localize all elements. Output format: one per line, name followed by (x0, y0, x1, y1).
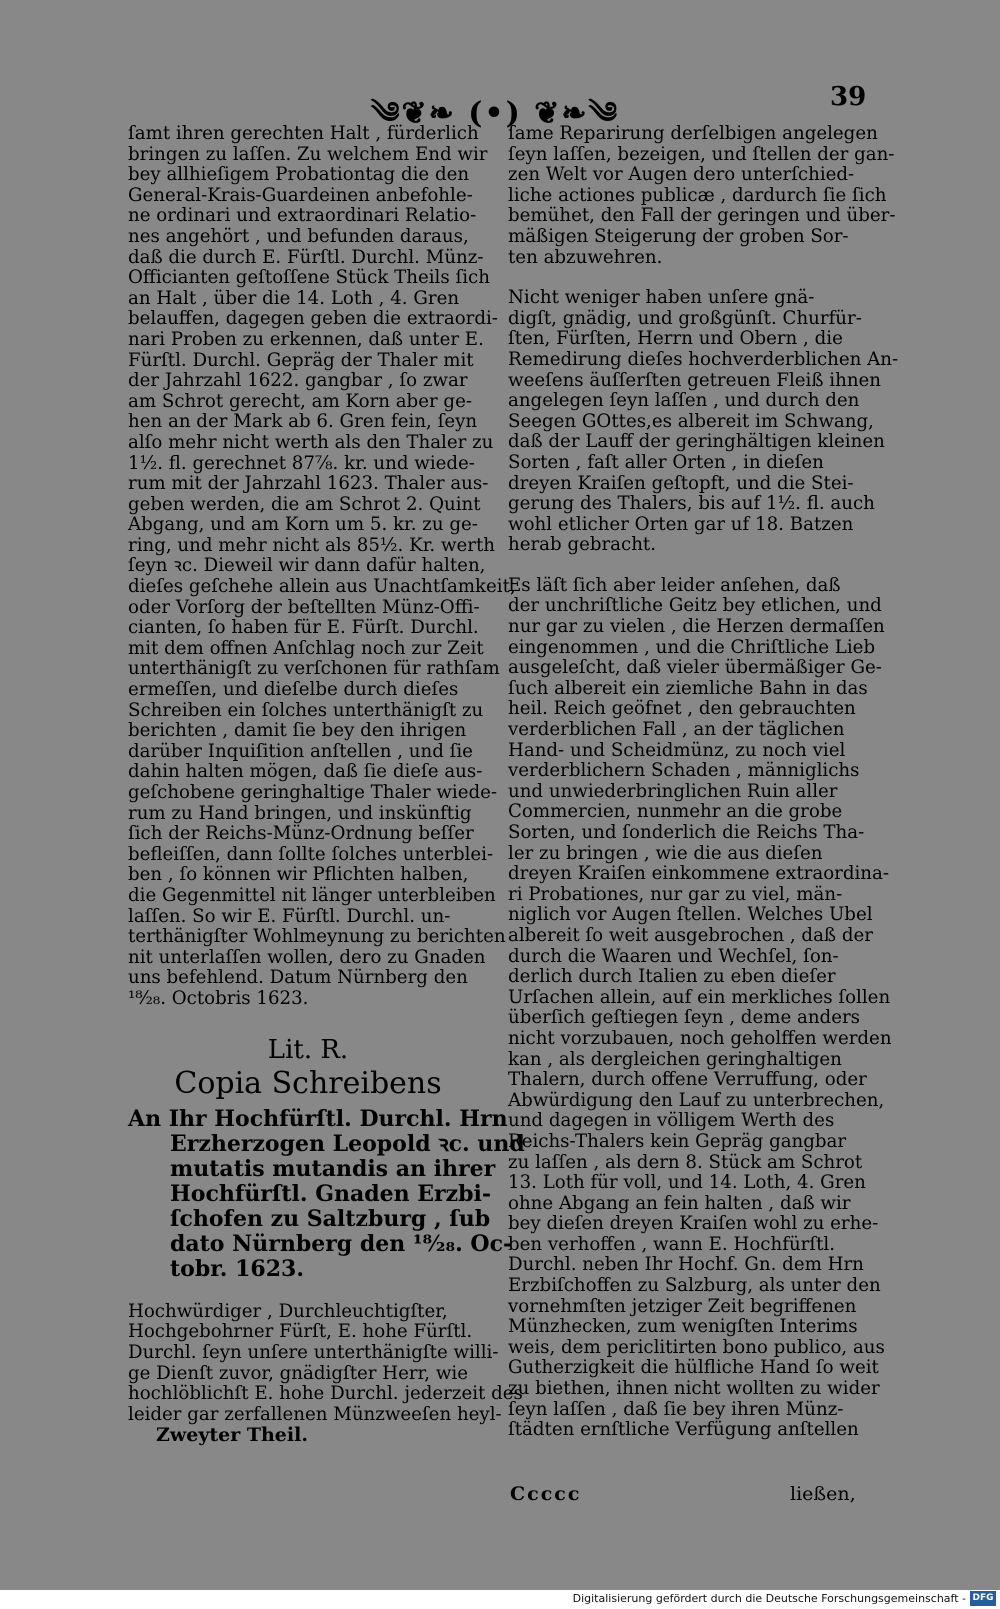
text-line: Münzhecken, zum wenigſten Interims (508, 1316, 858, 1338)
text-line: befleiſſen, dann ſollte ſolches unterblei- (128, 843, 494, 865)
text-line: nari Proben zu erkennen, daß unter E. (128, 328, 484, 350)
text-line: ¹⁸⁄₂₈. Octobris 1623. (128, 987, 309, 1009)
text-line: herab gebracht. (508, 534, 657, 556)
text-line: bey dieſen dreyen Kraiſen wohl zu erhe- (508, 1213, 879, 1235)
left-paragraph-1 (128, 123, 516, 1010)
text-line: unterthänigſt zu verſchonen für rathſam (128, 658, 500, 680)
text-line: ſtädten ernſtliche Verfügung anſtellen (508, 1419, 859, 1441)
text-line: Hand- und Scheidmünz, zu noch viel (508, 739, 846, 761)
text-line: und dagegen in völligem Werth des (508, 1110, 835, 1132)
text-line: nit unterlaſſen wollen, dero zu Gnaden (128, 946, 486, 968)
paragraph-gap (508, 556, 870, 576)
text-line: vornehmſten jetziger Zeit begriffenen (508, 1295, 857, 1317)
right-paragraph-1 (508, 123, 896, 268)
text-line: ohne Abgang an fein halten , daß wir (508, 1192, 851, 1214)
text-line: Hochfürſtl. Gnaden Erzbi- (170, 1180, 491, 1207)
text-line: Hochwürdiger , Durchleuchtigſter, (128, 1300, 448, 1322)
text-line: der Jahrzahl 1622. gangbar , ſo zwar (128, 370, 468, 392)
text-line: der unchriſtliche Geitz bey etlichen, und (508, 595, 882, 617)
text-line: bemühet, den Fall der geringen und über- (508, 205, 896, 227)
text-line: hochlöblichſt E. hohe Durchl. jederzeit des (128, 1383, 523, 1405)
text-line: albereit ſo weit ausgebrochen , daß der (508, 924, 873, 946)
text-line: tobr. 1623. (170, 1255, 304, 1282)
text-line: Abwürdigung den Lauf zu unterbrechen, (508, 1089, 885, 1111)
header-ornament: ༄❦❧ (•) ❦❧༄ (370, 96, 620, 131)
footer-bar (0, 1590, 1000, 1609)
text-line: ermeſſen, und dieſelbe durch dieſes (128, 679, 459, 701)
text-line: bringen zu laſſen. Zu welchem End wir (128, 143, 488, 165)
text-line: leider gar zerfallenen Münzweeſen heyl- (128, 1403, 502, 1425)
text-line: am Schrot gerecht, am Korn aber ge- (128, 390, 472, 412)
text-line: Remedirung dieſes hochverderblichen An- (508, 348, 899, 370)
text-line: Seegen GOttes,es albereit im Schwang, (508, 410, 874, 432)
text-line: und unwiederbringlichen Ruin aller (508, 780, 838, 802)
text-line: Reichs-Thalers kein Gepräg gangbar (508, 1130, 847, 1152)
text-line: verderblichen Fall , an der täglichen (508, 719, 845, 741)
text-line: 1½. fl. gerechnet 87⅞. kr. und wiede- (128, 452, 475, 474)
text-line: weis, dem periclitirten bono publico, aus (508, 1336, 885, 1358)
text-line: ben verhoffen , wann E. Hochfürſtl. (508, 1233, 835, 1255)
left-column (128, 123, 525, 1447)
text-line: derlich durch Italien zu eben dieſer (508, 966, 836, 988)
paragraph-gap (128, 1282, 488, 1302)
text-line: ri Probationes, nur gar zu viel, män- (508, 883, 843, 905)
text-line: dahin halten mögen, daß ſie dieſe aus- (128, 761, 483, 783)
text-line: ſich der Reichs-Münz-Ordnung beſſer (128, 823, 474, 845)
sheet-signature: Ccccc (510, 1483, 582, 1505)
text-line: dreyen Kraiſen einkommene extraordina- (508, 863, 890, 885)
text-line: rum mit der Jahrzahl 1623. Thaler aus- (128, 473, 489, 495)
text-line: dieſes geſchehe allein aus Unachtſamkeit, (128, 576, 516, 598)
page-number: 39 (830, 82, 867, 112)
text-line: daß die durch E. Fürſtl. Durchl. Münz- (128, 246, 484, 268)
text-line: terthänigſter Wohlmeynung zu berichten (128, 926, 506, 948)
text-line: liche actiones publicæ , dardurch ſie ſich (508, 184, 887, 206)
text-line: ge Dienſt zuvor, gnädigſter Herr, wie (128, 1362, 468, 1384)
text-line: hen an der Mark ab 6. Gren fein, ſeyn (128, 411, 478, 433)
text-line: gerung des Thalers, bis auf 1½. fl. auch (508, 493, 875, 515)
text-line: ten abzuwehren. (508, 246, 663, 268)
text-line: darüber Inquiſition anſtellen , und ſie (128, 740, 473, 762)
text-line: Hochgebohrner Fürſt, E. hohe Fürſtl. (128, 1321, 473, 1343)
text-line: Commercien, nunmehr an die grobe (508, 801, 843, 823)
text-line: wohl etlicher Orten gar uf 18. Batzen (508, 513, 854, 535)
text-line: an Halt , über die 14. Loth , 4. Gren (128, 287, 460, 309)
text-line: weeſens äuſſerſten getreuen Fleiß ihnen (508, 369, 882, 391)
text-line: ſeyn laſſen, bezeigen, und ſtellen der gan- (508, 143, 895, 165)
text-line: ben , ſo können wir Pflichten halben, (128, 864, 469, 886)
text-line: nicht vorzubauen, noch geholffen werden (508, 1027, 892, 1049)
left-paragraph-2 (128, 1300, 523, 1426)
text-line: Sorten, und ſonderlich die Reichs Tha- (508, 822, 865, 843)
text-line: mit dem offnen Anſchlag noch zur Zeit (128, 637, 484, 659)
text-line: berichten , damit ſie bey den ihrigen (128, 720, 467, 742)
text-line: mäßigen Steigerung der groben Sor- (508, 225, 849, 247)
catchword: ließen, (790, 1483, 856, 1505)
text-line: daß der Lauff der geringhältigen kleinen (508, 431, 885, 453)
text-line: zen Welt vor Augen dero unterſchied- (508, 164, 855, 186)
text-line: geben werden, die am Schrot 2. Quint (128, 493, 481, 515)
text-line: Erzbiſchoffen zu Salzburg, als unter den (508, 1275, 881, 1297)
footer-credit: Digitalisierung gefördert durch die Deutsche Forschungsgemeinschaft - (572, 1592, 966, 1605)
text-line: ſeyn laſſen , daß ſie bey ihren Münz- (508, 1398, 844, 1420)
text-line: Schreiben ein ſolches unterthänigſt zu (128, 699, 484, 721)
text-line: Erzherzogen Leopold ꝛc. und (170, 1130, 525, 1157)
copia-heading: Copia Schreibens (174, 1066, 442, 1102)
text-line: ſten, Fürſten, Herrn und Obern , die (508, 328, 843, 350)
text-line: Es läſt ſich aber leider anſehen, daß (508, 574, 841, 596)
text-line: oder Vorſorg der beſtellten Münz-Offi- (128, 596, 480, 618)
address-block (128, 1105, 525, 1282)
text-line: heil. Reich geöfnet , den gebrauchten (508, 698, 856, 720)
text-line: rum zu Hand bringen, und inskünftig (128, 802, 472, 824)
signature-mark: Zweyter Theil. (156, 1424, 308, 1447)
text-line: laſſen. So wir E. Fürſtl. Durchl. un- (128, 905, 451, 927)
text-line: dreyen Kraiſen geſtopft, und die Stei- (508, 472, 854, 494)
lit-heading: Lit. R. (267, 1034, 349, 1065)
text-line: Officianten geſtoſſene Stück Theils ſich (128, 267, 490, 289)
text-line: geſchobene geringhaltige Thaler wiede- (128, 782, 498, 803)
text-line: Thalern, durch offene Verruffung, oder (508, 1069, 867, 1091)
dfg-logo: DFG (970, 1591, 996, 1606)
text-line: ring, und mehr nicht als 85½. Kr. werth (128, 534, 495, 556)
page-header (0, 78, 1000, 131)
text-line: nur gar zu vielen , die Herzen dermaſſen (508, 616, 885, 638)
text-line: eingenommen , und die Chriſtliche Lieb (508, 636, 876, 658)
text-line: Abgang, und am Korn um 5. kr. zu ge- (128, 514, 478, 536)
text-line: zu laſſen , als dern 8. Stück am Schrot (508, 1151, 863, 1173)
text-line: uns befehlend. Datum Nürnberg den (128, 967, 468, 989)
text-line: ne ordinari und extraordinari Relatio- (128, 205, 477, 227)
text-line: zu biethen, ihnen nicht wollten zu wider (508, 1378, 880, 1400)
text-line: ausgeleſcht, daß vieler übermäßiger Ge- (508, 657, 882, 679)
text-line: Fürſtl. Durchl. Gepräg der Thaler mit (128, 349, 474, 371)
text-line: angelegen ſeyn laſſen , und durch den (508, 390, 860, 412)
text-line: bey allhieſigem Probationtag die den (128, 164, 470, 186)
text-line: belauffen, dagegen geben die extraordi- (128, 308, 498, 330)
text-line: Durchl. ſeyn unſere unterthänigſte willi- (128, 1341, 499, 1363)
text-line: überſich geſtiegen ſeyn , deme anders (508, 1007, 860, 1029)
text-line: durch die Waaren und Wechſel, ſon- (508, 945, 839, 967)
text-line: ſame Reparirung derſelbigen angelegen (508, 123, 878, 144)
text-line: An Ihr Hochfürſtl. Durchl. Hrn (128, 1105, 508, 1132)
text-line: digſt, gnädig, und großgünſt. Churfür- (508, 307, 862, 329)
text-line: alſo mehr nicht werth als den Thaler zu (128, 431, 494, 453)
text-line: die Gegenmittel nit länger unterbleiben (128, 884, 496, 906)
text-line: Urſachen allein, auf ein merkliches ſollen (508, 986, 891, 1008)
text-line: dato Nürnberg den ¹⁸⁄₂₈. Oc- (170, 1230, 513, 1257)
text-line: Durchl. neben Ihr Hochf. Gn. dem Hrn (508, 1254, 864, 1276)
right-paragraph-3 (508, 574, 892, 1441)
text-line: Sorten , faſt aller Orten , in dieſen (508, 451, 824, 473)
text-line: ſeyn ꝛc. Dieweil wir dann dafür halten, (128, 555, 486, 577)
text-line: General-Krais-Guardeinen anbefohle- (128, 184, 473, 206)
text-line: ler zu bringen , wie die aus dieſen (508, 842, 823, 864)
text-line: ſamt ihren gerechten Halt , fürderlich (128, 123, 479, 144)
right-column (508, 123, 899, 1441)
paragraph-gap (508, 268, 870, 288)
text-line: mutatis mutandis an ihrer (170, 1155, 496, 1182)
right-paragraph-2 (508, 287, 899, 556)
text-line: niglich vor Augen ſtellen. Welches Ubel (508, 904, 873, 926)
text-line: ſuch albereit ein ziemliche Bahn in das (508, 677, 868, 699)
text-line: kan , als dergleichen geringhaltigen (508, 1048, 842, 1070)
text-line: nes angehört , und befunden daraus, (128, 225, 469, 247)
text-line: ſchofen zu Saltzburg , ſub (170, 1205, 491, 1232)
text-line: 13. Loth für voll, und 14. Loth, 4. Gren (508, 1172, 866, 1194)
text-line: Gutherzigkeit die hülfliche Hand ſo weit (508, 1357, 879, 1379)
text-line: cianten, ſo haben für E. Fürſt. Durchl. (128, 617, 479, 639)
text-line: Nicht weniger haben unſere gnä- (508, 287, 815, 309)
text-line: verderblichern Schaden , männiglichs (508, 760, 860, 782)
